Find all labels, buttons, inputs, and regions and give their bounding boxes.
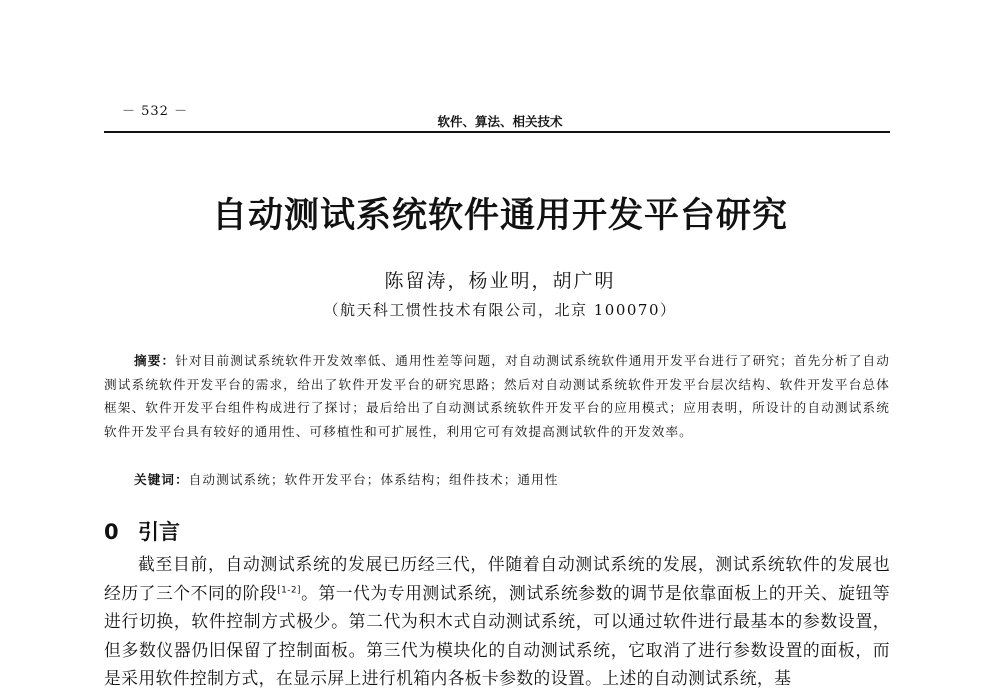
paper-affiliation: （航天科工惯性技术有限公司，北京 100070） <box>323 301 677 319</box>
body-text-part-1: 截至目前，自动测试系统的发展已历经三代，伴随着自动测试系统的发展，测试系统软件的发展也经历了三个不同的阶段 <box>104 554 890 603</box>
keywords-label: 关键词： <box>134 472 189 487</box>
paper-title: 自动测试系统软件通用开发平台研究 <box>211 196 788 236</box>
citation-ref: [1-2] <box>277 585 301 595</box>
section-heading <box>104 516 180 546</box>
header-rule <box>104 131 890 133</box>
keywords <box>134 468 890 491</box>
paper-authors: 陈留涛，杨业明，胡广明 <box>384 270 616 292</box>
section-body <box>104 550 890 693</box>
abstract <box>104 349 890 444</box>
body-text-part-2: 。第一代为专用测试系统，测试系统参数的调节是依靠面板上的开关、旋钮等进行切换，软件控制方式极少。第二代为积木式自动测试系统，可以通过软件进行最基本的参数设置，但多数仪器仍旧保留了控制面板。第三代为模块化的自动测试系统，它取消了进行参数设置的面板，而是采用软件控制方式，在显示屏上进行机箱内各板卡参数的设置。上述的自动测试系统，基 <box>104 582 890 689</box>
abstract-label: 摘要： <box>134 353 176 368</box>
section-number: 0 <box>104 520 119 544</box>
abstract-text: 针对目前测试系统软件开发效率低、通用性差等问题，对自动测试系统软件通用开发平台进行了研究；首先分析了自动测试系统软件开发平台的需求，给出了软件开发平台的研究思路；然后对自动测试系统软件开发平台层次结构、软件开发平台总体框架、软件开发平台组件构成进行了探讨；最后给出了自动测试系统软件开发平台的应用模式；应用表明，所设计的自动测试系统软件开发平台具有较好的通用性、可移植性和可扩展性，利用它可有效提高测试软件的开发效率。 <box>104 353 890 440</box>
page-number: － 532 － <box>122 104 189 119</box>
keywords-text: 自动测试系统；软件开发平台；体系结构；组件技术；通用性 <box>188 472 559 487</box>
running-header: 软件、算法、相关技术 <box>437 114 563 129</box>
section-title: 引言 <box>138 520 180 544</box>
